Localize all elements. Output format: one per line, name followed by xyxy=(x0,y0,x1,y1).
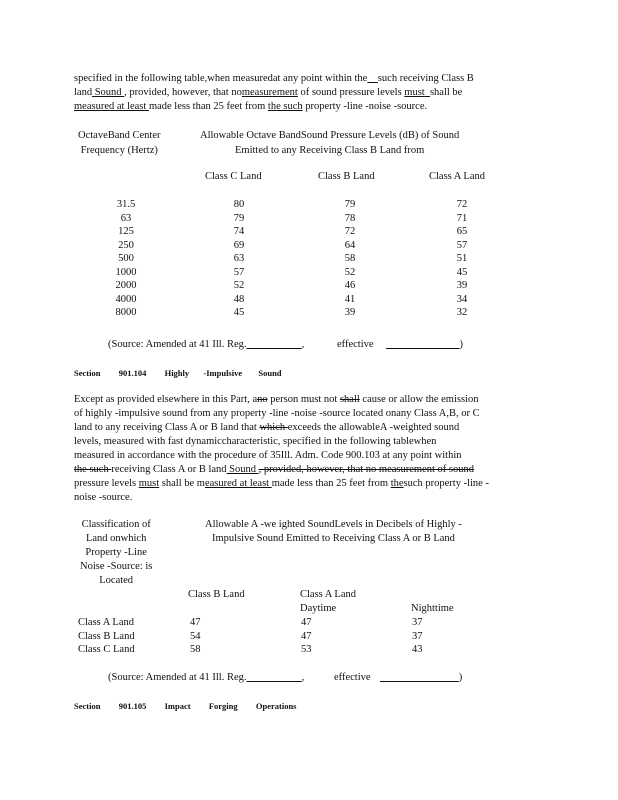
inserted-text: easured xyxy=(204,478,238,489)
table1-col-class-a: Class A Land xyxy=(429,171,486,182)
table2-source-note: (Source: Amended at 41 Ill. Reg. , xyxy=(108,672,305,683)
table1-col-class-c: Class C Land xyxy=(205,171,262,182)
table1-frequency-column: 31.5 63 125 250 500 1000 2000 4000 8000 xyxy=(115,199,137,318)
inserted-text: measurement xyxy=(241,87,298,98)
table1-class-c-values: 80 79 74 69 63 57 52 48 45 xyxy=(233,199,245,318)
blank-line xyxy=(247,672,302,683)
paragraph-line: of highly -impulsive sound from any property -line -noise -source located onany Class A,B, or C xyxy=(74,408,480,419)
paragraph-line: noise -source. xyxy=(74,492,133,503)
table2-header-levels: Allowable A -we ighted SoundLevels in Decibels of Highly - Impulsive Sound Emitted to Receiving Class A or B Land xyxy=(205,519,462,544)
paragraph-line: Except as provided elsewhere in this Part, ano person must not shall cause or allow the emission xyxy=(74,394,479,405)
paragraph-line: pressure levels must shall be measured at least made less than 25 feet from thesuch property -line - xyxy=(74,478,489,489)
inserted-text: Sound xyxy=(92,87,125,98)
table2-col-class-a: Class A Land xyxy=(300,589,357,600)
table2-class-b-values: 47 54 58 xyxy=(190,617,201,655)
blank-line xyxy=(386,339,460,350)
table2-nighttime-values: 37 37 43 xyxy=(412,617,423,655)
inserted-blank xyxy=(367,73,378,84)
inserted-text: must xyxy=(404,87,425,98)
table1-class-a-values: 72 71 65 57 51 45 39 34 32 xyxy=(456,199,468,318)
blank-line xyxy=(380,672,459,683)
section-heading-104: Section 901.104 Highly -Impulsive Sound xyxy=(74,368,282,378)
inserted-text: Sound xyxy=(226,464,259,475)
paragraph-line: measured in accordance with the procedure of 35Ill. Adm. Code 900.103 at any point within xyxy=(74,450,462,461)
inserted-text: at least xyxy=(114,101,149,112)
inserted-text: the xyxy=(390,478,404,489)
table1-source-note: (Source: Amended at 41 Ill. Reg. , xyxy=(108,339,305,350)
paragraph-line: levels, measured with fast dynamiccharacteristic, specified in the following tablewhen xyxy=(74,436,437,447)
struck-text: which xyxy=(259,422,288,433)
paragraph-line: measured at least made less than 25 feet from the such property -line -noise -source. xyxy=(74,101,428,112)
blank-line xyxy=(247,339,302,350)
table2-col-class-b: Class B Land xyxy=(188,589,245,600)
paragraph-line: land to any receiving Class A or B land that which exceeds the allowableA -weighted sound xyxy=(74,422,460,433)
paragraph-line: the such receiving Class A or B land Sound , provided, however, that no measurement of sound xyxy=(74,464,474,475)
table2-header-classification: Classification of Land onwhich Property -Line Noise -Source: is Located xyxy=(80,519,153,586)
table2-source-close: ) xyxy=(380,671,462,684)
table1-source-close: ) xyxy=(386,338,463,351)
struck-text: the such xyxy=(74,464,112,475)
table1-col-class-b: Class B Land xyxy=(318,171,375,182)
struck-text: , provided, however, that no measurement of sound xyxy=(258,464,474,475)
table1-source-effective: effective xyxy=(337,339,374,350)
inserted-text: must xyxy=(138,478,160,489)
table1-class-b-values: 79 78 72 64 58 52 46 41 39 xyxy=(344,199,356,318)
struck-text: shall xyxy=(339,394,360,405)
table2-col-nighttime: Nighttime xyxy=(411,603,454,614)
table2-col-daytime: Daytime xyxy=(300,603,337,614)
inserted-text: the such xyxy=(267,101,303,112)
section-heading-105: Section 901.105 Impact Forging Operations xyxy=(74,701,297,711)
table2-source-effective: effective xyxy=(334,672,371,683)
struck-text: no xyxy=(257,394,268,405)
table2-daytime-values: 47 47 53 xyxy=(301,617,312,655)
table1-header-levels: Allowable Octave BandSound Pressure Levels (dB) of Sound Emitted to any Receiving Class B Land from xyxy=(200,130,460,156)
table1-header-frequency: OctaveBand Center Frequency (Hertz) xyxy=(78,130,161,156)
paragraph-line: land Sound , provided, however, that nomeasurement of sound pressure levels must shall be xyxy=(74,87,463,98)
table2-row-labels: Class A Land Class B Land Class C Land xyxy=(78,617,135,655)
paragraph-line: specified in the following table,when measuredat any point within the such receiving Class B xyxy=(74,73,474,84)
inserted-text: measured xyxy=(74,101,115,112)
inserted-text: at least xyxy=(237,478,272,489)
